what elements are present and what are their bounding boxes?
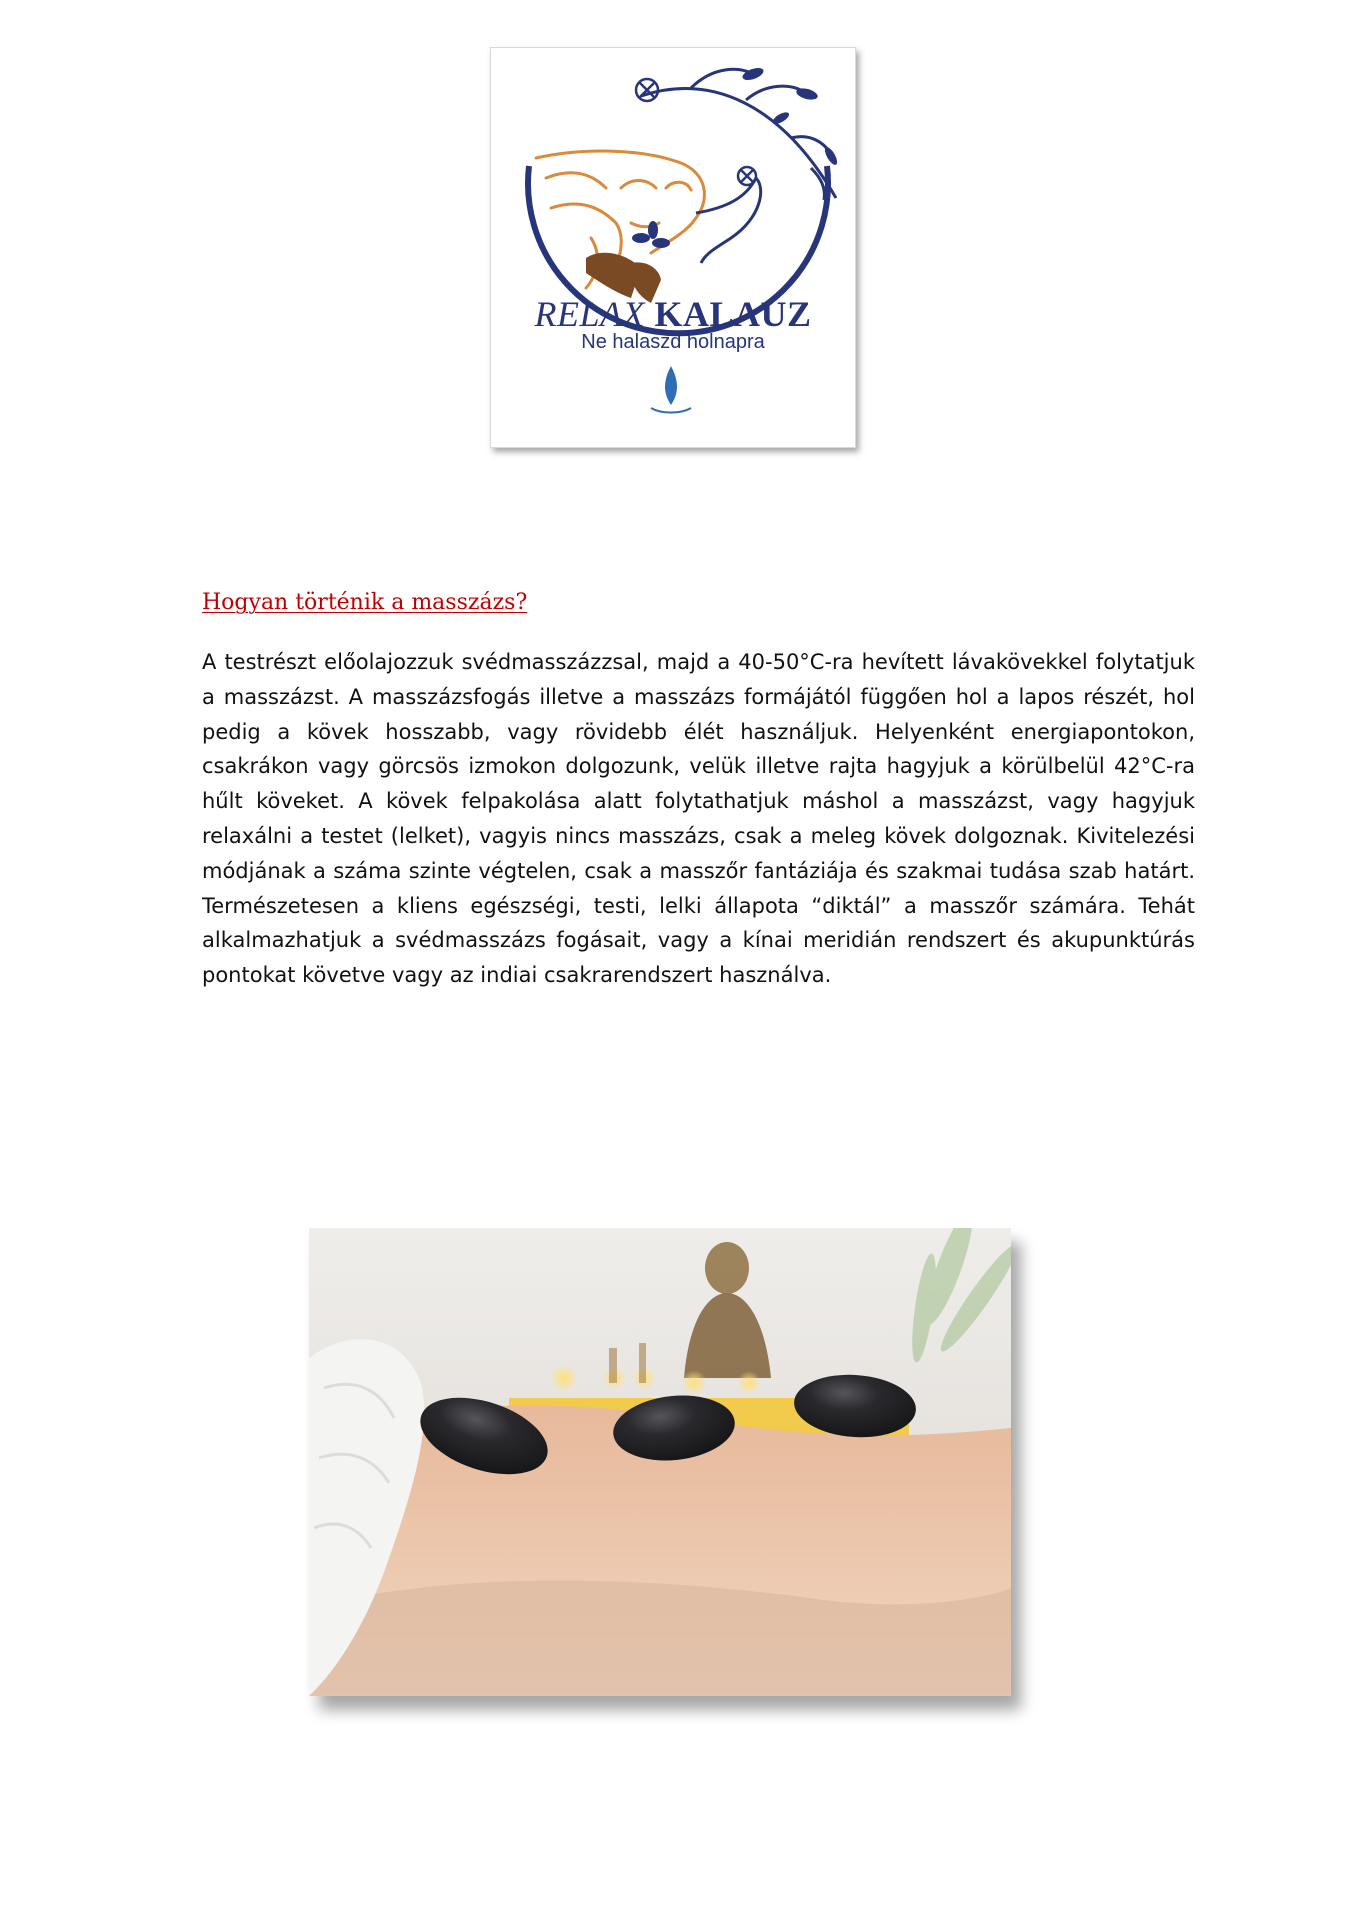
logo-brand-word-relax: RELAX bbox=[534, 294, 645, 334]
logo-artwork bbox=[491, 48, 855, 447]
leaf-cluster-icon bbox=[741, 66, 840, 167]
hot-stone-massage-photo bbox=[309, 1228, 1011, 1696]
body-paragraph: A testrészt előolajozzuk svédmasszázzsal, majd a 40-50°C-ra hevített lávakövekkel folytatjuk a masszázst. A masszázsfogás illetve a masszázs formájától függően hol a lapos részét, hol pedig a kövek hosszabb, vagy rövidebb élét használjuk. Helyenként energiapontokon, csakrákon vagy görcsös izmokon dolgozunk, velük illetve rajta hagyjuk a körülbelül 42°C-ra hűlt köveket. A kövek felpakolása alatt folytathatjuk máshol a masszázst, vagy hagyjuk relaxálni a testet (lelket), vagyis nincs masszázs, csak a meleg kövek dolgoznak. Kivitelezési módjának a száma szinte végtelen, csak a masszőr fantáziája és szakmai tudása szab határt. Természetesen a kliens egészségi, testi, lelki állapota “diktál” a masszőr számára. Tehát alkalmazhatjuk a svédmasszázs fogásait, vagy a kínai meridián rendszert és akupunktúrás pontokat követve vagy az indiai csakrarendszert használva. bbox=[202, 650, 1195, 988]
relax-kalauz-logo bbox=[490, 47, 856, 448]
water-drop-icon bbox=[651, 366, 691, 413]
logo-tagline: Ne halaszd holnapra bbox=[581, 331, 765, 353]
photo-illustration bbox=[309, 1228, 1011, 1696]
logo-brand-name bbox=[491, 293, 855, 335]
blossom-icon bbox=[636, 79, 756, 185]
logo-brand-word-kalauz: KALAUZ bbox=[654, 294, 812, 334]
section-heading: Hogyan történik a masszázs? bbox=[202, 590, 528, 615]
